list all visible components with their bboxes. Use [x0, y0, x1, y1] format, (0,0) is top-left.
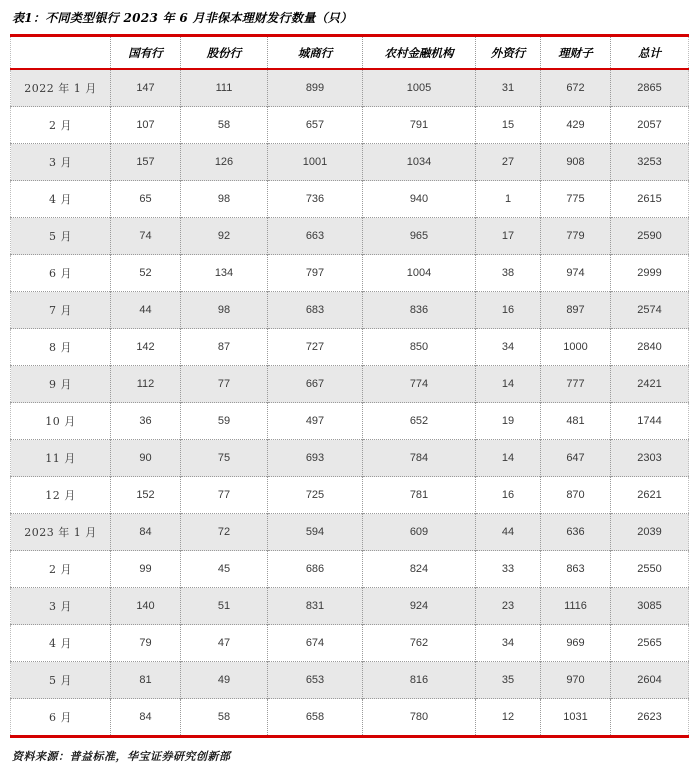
row-label: 2 月	[11, 551, 111, 588]
table-cell: 2565	[611, 625, 689, 662]
table-cell: 780	[363, 699, 476, 737]
table-row	[11, 255, 689, 292]
table-cell: 727	[268, 329, 363, 366]
table-row	[11, 588, 689, 625]
table-cell: 134	[181, 255, 268, 292]
table-cell: 84	[111, 699, 181, 737]
row-label: 8 月	[11, 329, 111, 366]
table-cell: 90	[111, 440, 181, 477]
table-cell: 99	[111, 551, 181, 588]
table-cell: 79	[111, 625, 181, 662]
table-cell: 970	[541, 662, 611, 699]
row-label: 10 月	[11, 403, 111, 440]
table-cell: 2421	[611, 366, 689, 403]
table-cell: 784	[363, 440, 476, 477]
table-cell: 2999	[611, 255, 689, 292]
column-header: 国有行	[111, 36, 181, 70]
table-cell: 658	[268, 699, 363, 737]
table-row	[11, 107, 689, 144]
table-cell: 824	[363, 551, 476, 588]
table-cell: 736	[268, 181, 363, 218]
header-row	[11, 36, 689, 70]
table-cell: 683	[268, 292, 363, 329]
table-cell: 2615	[611, 181, 689, 218]
row-label: 3 月	[11, 144, 111, 181]
column-header: 城商行	[268, 36, 363, 70]
table-cell: 45	[181, 551, 268, 588]
table-cell: 481	[541, 403, 611, 440]
table-cell: 836	[363, 292, 476, 329]
table-cell: 636	[541, 514, 611, 551]
table-cell: 969	[541, 625, 611, 662]
table-cell: 14	[476, 440, 541, 477]
table-cell: 17	[476, 218, 541, 255]
table-cell: 92	[181, 218, 268, 255]
table-cell: 899	[268, 69, 363, 107]
table-cell: 140	[111, 588, 181, 625]
table-cell: 152	[111, 477, 181, 514]
table-cell: 725	[268, 477, 363, 514]
table-cell: 1034	[363, 144, 476, 181]
table-row	[11, 144, 689, 181]
table-cell: 3253	[611, 144, 689, 181]
table-title: 表1：不同类型银行 2023 年 6 月非保本理财发行数量（只）	[12, 11, 353, 25]
row-label: 2022 年 1 月	[11, 69, 111, 107]
table-cell: 908	[541, 144, 611, 181]
table-cell: 35	[476, 662, 541, 699]
table-cell: 429	[541, 107, 611, 144]
row-label: 7 月	[11, 292, 111, 329]
table-cell: 23	[476, 588, 541, 625]
table-cell: 1000	[541, 329, 611, 366]
row-label: 5 月	[11, 662, 111, 699]
table-cell: 974	[541, 255, 611, 292]
table-cell: 52	[111, 255, 181, 292]
table-cell: 674	[268, 625, 363, 662]
column-header: 股份行	[181, 36, 268, 70]
table-cell: 49	[181, 662, 268, 699]
table-cell: 775	[541, 181, 611, 218]
table-cell: 19	[476, 403, 541, 440]
table-row	[11, 218, 689, 255]
table-cell: 142	[111, 329, 181, 366]
table-cell: 686	[268, 551, 363, 588]
table-cell: 2604	[611, 662, 689, 699]
table-row	[11, 625, 689, 662]
table-cell: 897	[541, 292, 611, 329]
table-cell: 777	[541, 366, 611, 403]
table-cell: 126	[181, 144, 268, 181]
table-cell: 497	[268, 403, 363, 440]
table-cell: 663	[268, 218, 363, 255]
table-cell: 870	[541, 477, 611, 514]
table-cell: 47	[181, 625, 268, 662]
table-cell: 77	[181, 477, 268, 514]
row-label: 6 月	[11, 255, 111, 292]
table-row	[11, 699, 689, 737]
table-row	[11, 662, 689, 699]
table-cell: 693	[268, 440, 363, 477]
table-cell: 58	[181, 699, 268, 737]
table-cell: 594	[268, 514, 363, 551]
column-header: 总计	[611, 36, 689, 70]
table-cell: 762	[363, 625, 476, 662]
table-cell: 965	[363, 218, 476, 255]
table-row	[11, 329, 689, 366]
table-cell: 850	[363, 329, 476, 366]
table-cell: 2574	[611, 292, 689, 329]
table-row	[11, 292, 689, 329]
table-cell: 1005	[363, 69, 476, 107]
column-header: 农村金融机构	[363, 36, 476, 70]
table-cell: 2550	[611, 551, 689, 588]
row-label: 12 月	[11, 477, 111, 514]
table-cell: 75	[181, 440, 268, 477]
table-cell: 1001	[268, 144, 363, 181]
table-cell: 59	[181, 403, 268, 440]
table-cell: 81	[111, 662, 181, 699]
table-cell: 58	[181, 107, 268, 144]
table-cell: 34	[476, 329, 541, 366]
table-cell: 609	[363, 514, 476, 551]
column-header: 外资行	[476, 36, 541, 70]
table-cell: 2840	[611, 329, 689, 366]
row-label: 4 月	[11, 181, 111, 218]
row-label: 2023 年 1 月	[11, 514, 111, 551]
table-cell: 77	[181, 366, 268, 403]
table-cell: 1744	[611, 403, 689, 440]
row-label: 6 月	[11, 699, 111, 737]
table-body	[11, 69, 689, 737]
table-cell: 863	[541, 551, 611, 588]
table-row	[11, 551, 689, 588]
table-cell: 779	[541, 218, 611, 255]
table-cell: 84	[111, 514, 181, 551]
table-cell: 657	[268, 107, 363, 144]
table-cell: 647	[541, 440, 611, 477]
table-cell: 16	[476, 292, 541, 329]
row-label: 2 月	[11, 107, 111, 144]
table-cell: 781	[363, 477, 476, 514]
table-cell: 72	[181, 514, 268, 551]
table-cell: 87	[181, 329, 268, 366]
table-cell: 2039	[611, 514, 689, 551]
table-cell: 98	[181, 181, 268, 218]
table-cell: 1004	[363, 255, 476, 292]
table-cell: 924	[363, 588, 476, 625]
table-cell: 157	[111, 144, 181, 181]
table-cell: 14	[476, 366, 541, 403]
corner-cell	[11, 36, 111, 70]
table-cell: 653	[268, 662, 363, 699]
row-label: 3 月	[11, 588, 111, 625]
table-cell: 831	[268, 588, 363, 625]
table-header	[11, 36, 689, 70]
row-label: 5 月	[11, 218, 111, 255]
table-cell: 107	[111, 107, 181, 144]
table-cell: 1	[476, 181, 541, 218]
table-cell: 34	[476, 625, 541, 662]
row-label: 11 月	[11, 440, 111, 477]
table-cell: 2590	[611, 218, 689, 255]
table-cell: 38	[476, 255, 541, 292]
table-cell: 44	[476, 514, 541, 551]
source-note: 资料来源：普益标准，华宝证券研究创新部	[12, 750, 231, 763]
table-cell: 112	[111, 366, 181, 403]
table-cell: 797	[268, 255, 363, 292]
table-cell: 74	[111, 218, 181, 255]
table-row	[11, 514, 689, 551]
table-cell: 31	[476, 69, 541, 107]
table-cell: 51	[181, 588, 268, 625]
table-cell: 816	[363, 662, 476, 699]
table-row	[11, 403, 689, 440]
table-row	[11, 181, 689, 218]
row-label: 9 月	[11, 366, 111, 403]
row-label: 4 月	[11, 625, 111, 662]
table-row	[11, 477, 689, 514]
table-cell: 65	[111, 181, 181, 218]
table-cell: 44	[111, 292, 181, 329]
table-row	[11, 69, 689, 107]
table-cell: 791	[363, 107, 476, 144]
table-cell: 15	[476, 107, 541, 144]
table-cell: 98	[181, 292, 268, 329]
table-cell: 12	[476, 699, 541, 737]
table-cell: 36	[111, 403, 181, 440]
table-cell: 672	[541, 69, 611, 107]
table-cell: 33	[476, 551, 541, 588]
table-cell: 2057	[611, 107, 689, 144]
table-cell: 2623	[611, 699, 689, 737]
table-cell: 147	[111, 69, 181, 107]
table-cell: 1031	[541, 699, 611, 737]
table-row	[11, 366, 689, 403]
table-cell: 2621	[611, 477, 689, 514]
table-cell: 2865	[611, 69, 689, 107]
table-cell: 111	[181, 69, 268, 107]
table-cell: 16	[476, 477, 541, 514]
data-table	[10, 34, 689, 738]
table-row	[11, 440, 689, 477]
table-cell: 3085	[611, 588, 689, 625]
table-cell: 667	[268, 366, 363, 403]
table-cell: 1116	[541, 588, 611, 625]
table-cell: 27	[476, 144, 541, 181]
table-cell: 940	[363, 181, 476, 218]
table-cell: 774	[363, 366, 476, 403]
table-cell: 2303	[611, 440, 689, 477]
table-cell: 652	[363, 403, 476, 440]
column-header: 理财子	[541, 36, 611, 70]
